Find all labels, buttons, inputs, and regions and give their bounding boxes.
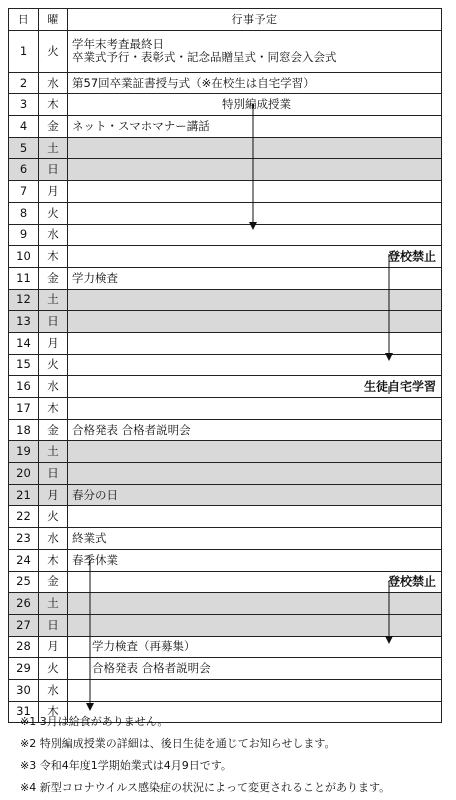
event-text: 終業式	[72, 530, 107, 545]
special-classes-label: 特別編成授業	[222, 97, 291, 112]
header-events: 行事予定	[68, 9, 442, 31]
day-cell: 25	[9, 571, 39, 593]
weekday-cell: 水	[39, 679, 68, 701]
event-text: 卒業式予行・表彰式・記念品贈呈式・同窓会入会式	[72, 50, 337, 65]
weekday-cell: 木	[39, 398, 68, 420]
day-cell: 5	[9, 137, 39, 159]
weekday-cell: 日	[39, 311, 68, 333]
event-cell	[68, 593, 442, 615]
no-attendance-label: 登校禁止	[387, 249, 436, 264]
event-cell	[68, 484, 442, 506]
notes-section	[20, 711, 450, 799]
day-cell: 9	[9, 224, 39, 246]
weekday-cell: 金	[39, 267, 68, 289]
event-cell	[68, 419, 442, 441]
weekday-cell: 水	[39, 72, 68, 94]
event-cell	[68, 506, 442, 528]
event-cell	[68, 528, 442, 550]
weekday-cell: 日	[39, 614, 68, 636]
day-cell: 14	[9, 332, 39, 354]
weekday-cell: 金	[39, 116, 68, 138]
day-cell: 8	[9, 202, 39, 224]
event-cell	[68, 267, 442, 289]
table-row	[9, 506, 442, 528]
table-header-row	[9, 9, 442, 31]
weekday-cell: 日	[39, 159, 68, 181]
table-row	[9, 571, 442, 593]
schedule-sheet	[8, 8, 442, 723]
event-cell	[68, 30, 442, 72]
weekday-cell: 金	[39, 571, 68, 593]
day-cell: 1	[9, 30, 39, 72]
note-4: ※4 新型コロナウイルス感染症の状況によって変更されることがあります。	[20, 781, 391, 794]
weekday-cell: 金	[39, 419, 68, 441]
event-cell	[68, 398, 442, 420]
table-row	[9, 441, 442, 463]
weekday-cell: 木	[39, 701, 68, 723]
table-row	[9, 614, 442, 636]
header-weekday: 曜	[39, 9, 68, 31]
table-row	[9, 246, 442, 268]
day-cell: 17	[9, 398, 39, 420]
weekday-cell: 水	[39, 224, 68, 246]
note-3: ※3 令和4年度1学期始業式は4月9日です。	[20, 759, 232, 772]
event-cell	[68, 636, 442, 658]
weekday-cell: 木	[39, 549, 68, 571]
day-cell: 19	[9, 441, 39, 463]
day-cell: 7	[9, 181, 39, 203]
day-cell: 23	[9, 528, 39, 550]
weekday-cell: 火	[39, 658, 68, 680]
day-cell: 15	[9, 354, 39, 376]
table-row	[9, 354, 442, 376]
table-row	[9, 398, 442, 420]
event-cell	[68, 159, 442, 181]
day-cell: 31	[9, 701, 39, 723]
event-cell	[68, 72, 442, 94]
event-cell	[68, 224, 442, 246]
table-row	[9, 419, 442, 441]
weekday-cell: 水	[39, 376, 68, 398]
table-row	[9, 549, 442, 571]
day-cell: 2	[9, 72, 39, 94]
weekday-cell: 火	[39, 354, 68, 376]
day-cell: 11	[9, 267, 39, 289]
table-row	[9, 658, 442, 680]
day-cell: 16	[9, 376, 39, 398]
table-row	[9, 636, 442, 658]
weekday-cell: 木	[39, 94, 68, 116]
event-cell	[68, 463, 442, 485]
table-row	[9, 181, 442, 203]
weekday-cell: 土	[39, 137, 68, 159]
table-row	[9, 137, 442, 159]
table-row	[9, 159, 442, 181]
event-cell	[68, 549, 442, 571]
table-row	[9, 224, 442, 246]
event-cell	[68, 679, 442, 701]
event-text: 合格発表 合格者説明会	[72, 422, 191, 437]
day-cell: 22	[9, 506, 39, 528]
event-cell	[68, 289, 442, 311]
weekday-cell: 土	[39, 593, 68, 615]
weekday-cell: 水	[39, 528, 68, 550]
table-row	[9, 94, 442, 116]
event-cell	[68, 202, 442, 224]
table-row	[9, 679, 442, 701]
day-cell: 18	[9, 419, 39, 441]
day-cell: 27	[9, 614, 39, 636]
home-study-label: 生徒自宅学習	[363, 379, 436, 394]
event-cell	[68, 658, 442, 680]
day-cell: 21	[9, 484, 39, 506]
day-cell: 12	[9, 289, 39, 311]
day-cell: 6	[9, 159, 39, 181]
note-1: ※1 3月は給食がありません。	[20, 715, 169, 728]
table-row	[9, 267, 442, 289]
table-row	[9, 116, 442, 138]
note-2: ※2 特別編成授業の詳細は、後日生徒を通じてお知らせします。	[20, 737, 336, 750]
event-cell	[68, 332, 442, 354]
weekday-cell: 月	[39, 332, 68, 354]
day-cell: 3	[9, 94, 39, 116]
event-cell	[68, 246, 442, 268]
event-cell	[68, 614, 442, 636]
event-text: 春季休業	[72, 552, 118, 567]
event-cell	[68, 311, 442, 333]
weekday-cell: 土	[39, 441, 68, 463]
weekday-cell: 火	[39, 30, 68, 72]
weekday-cell: 木	[39, 246, 68, 268]
event-text: 学年末考査最終日	[72, 37, 164, 52]
event-cell	[68, 94, 442, 116]
table-row	[9, 528, 442, 550]
weekday-cell: 月	[39, 636, 68, 658]
weekday-cell: 日	[39, 463, 68, 485]
event-text: 第57回卒業証書授与式（※在校生は自宅学習）	[72, 75, 315, 90]
event-cell	[68, 116, 442, 138]
day-cell: 26	[9, 593, 39, 615]
table-row	[9, 72, 442, 94]
table-row	[9, 376, 442, 398]
event-cell	[68, 354, 442, 376]
schedule-rows	[9, 30, 442, 723]
event-text: 合格発表 合格者説明会	[92, 661, 211, 676]
event-cell	[68, 137, 442, 159]
weekday-cell: 月	[39, 484, 68, 506]
table-row	[9, 463, 442, 485]
day-cell: 30	[9, 679, 39, 701]
event-text: 学力検査（再募集）	[92, 639, 196, 654]
day-cell: 28	[9, 636, 39, 658]
no-attendance-label-2: 登校禁止	[387, 574, 436, 589]
event-cell	[68, 571, 442, 593]
header-date: 日	[9, 9, 39, 31]
table-row	[9, 202, 442, 224]
table-row	[9, 311, 442, 333]
weekday-cell: 月	[39, 181, 68, 203]
table-row	[9, 289, 442, 311]
event-text: 学力検査	[72, 270, 118, 285]
event-cell	[68, 441, 442, 463]
table-row	[9, 30, 442, 72]
day-cell: 13	[9, 311, 39, 333]
event-cell	[68, 181, 442, 203]
event-text: ネット・スマホマナー講話	[72, 118, 210, 133]
table-row	[9, 484, 442, 506]
schedule-table	[8, 8, 442, 723]
event-text: 春分の日	[72, 487, 118, 502]
day-cell: 4	[9, 116, 39, 138]
day-cell: 20	[9, 463, 39, 485]
table-row	[9, 332, 442, 354]
weekday-cell: 火	[39, 506, 68, 528]
day-cell: 24	[9, 549, 39, 571]
day-cell: 29	[9, 658, 39, 680]
event-cell	[68, 376, 442, 398]
weekday-cell: 土	[39, 289, 68, 311]
weekday-cell: 火	[39, 202, 68, 224]
table-row	[9, 593, 442, 615]
day-cell: 10	[9, 246, 39, 268]
